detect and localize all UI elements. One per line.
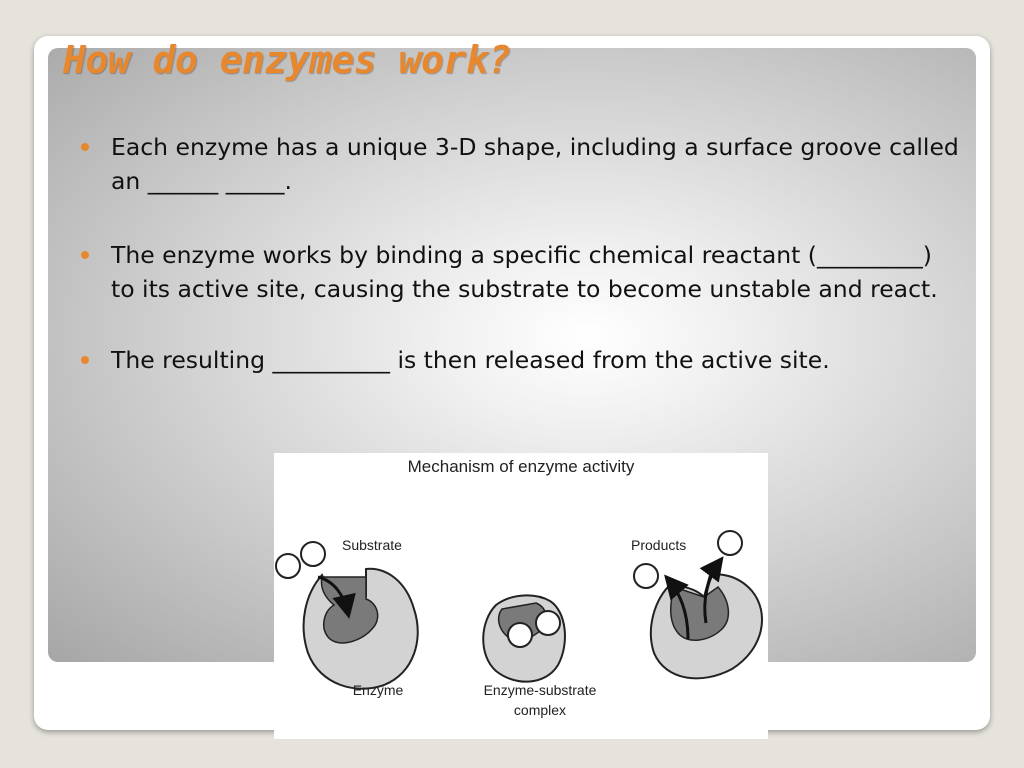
bullet-dot-icon [81, 251, 89, 259]
product-molecule-left-icon [634, 564, 658, 588]
bullet-text: Each enzyme has a unique 3-D shape, including a surface groove called an ______ _____. [111, 133, 959, 195]
diagram-title: Mechanism of enzyme activity [407, 457, 635, 476]
bullet-item [80, 343, 960, 377]
bullet-text: The enzyme works by binding a specific chemical reactant (_________) to its active site, causing the substrate to become unstable and react. [111, 241, 938, 303]
bullet-item [80, 130, 960, 198]
complex-label-line2: complex [513, 702, 567, 718]
bullet-dot-icon [81, 356, 89, 364]
slide-title: How do enzymes work? [63, 38, 511, 82]
bullet-text: The resulting __________ is then released from the active site. [111, 346, 830, 374]
complex-label-line1: Enzyme-substrate [483, 682, 597, 698]
enzyme-label: Enzyme [352, 682, 404, 698]
product-molecule-right-icon [718, 531, 742, 555]
enzyme-substrate-complex-shape [483, 595, 565, 681]
enzyme-diagram-figure [274, 453, 768, 739]
bullet-list [80, 130, 960, 417]
bullet-item [80, 238, 960, 306]
products-label: Products [631, 537, 687, 553]
substrate-label: Substrate [342, 537, 402, 553]
substrate-molecule-icon [276, 542, 325, 578]
bullet-dot-icon [81, 143, 89, 151]
enzyme-1-shape [304, 569, 418, 689]
enzyme-diagram [274, 453, 768, 739]
